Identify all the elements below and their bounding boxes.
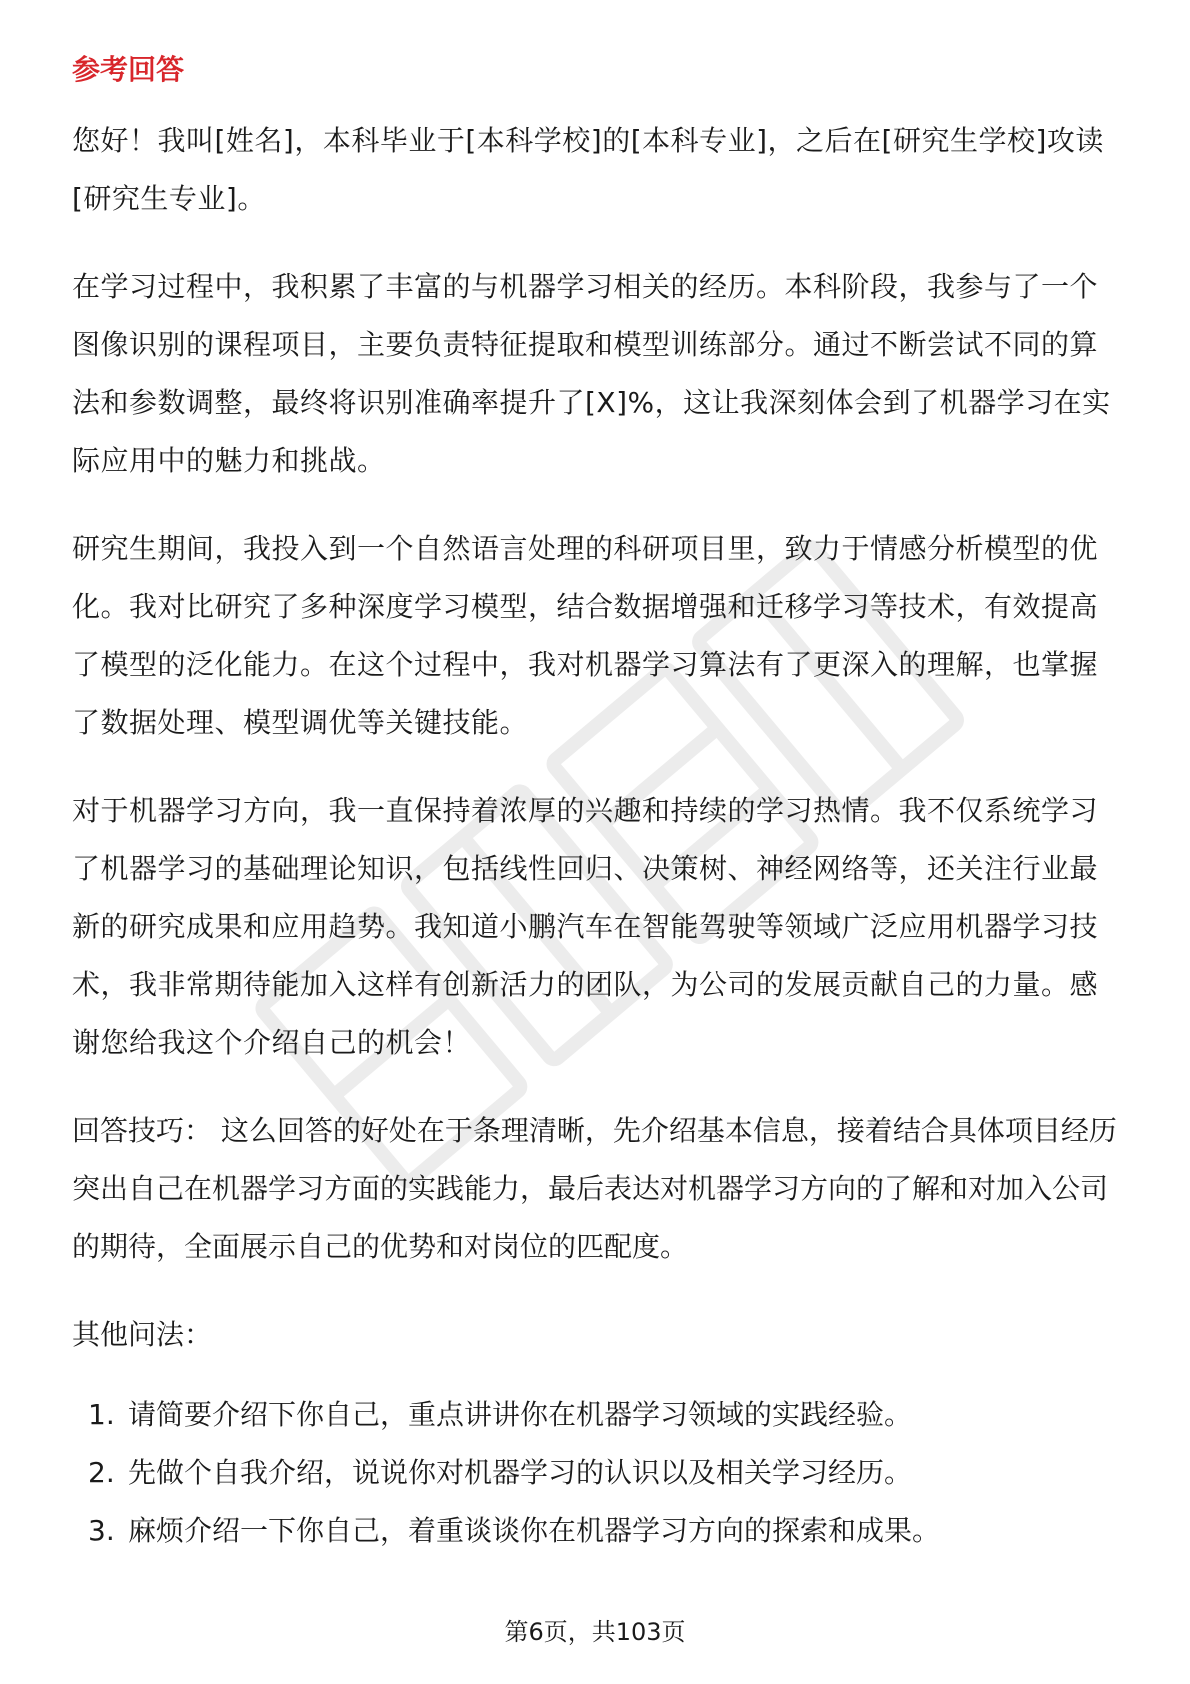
page-footer: 第6页，共103页 bbox=[504, 1618, 686, 1646]
list-item bbox=[88, 1502, 1122, 1560]
intro-paragraph: 您好！我叫[姓名]，本科毕业于[本科学校]的[本科专业]，之后在[研究生学校]攻读[研究生专业]。 bbox=[72, 124, 1104, 215]
answer-tips: 回答技巧： 这么回答的好处在于条理清晰，先介绍基本信息，接着结合具体项目经历突出自己在机器学习方面的实践能力，最后表达对机器学习方向的了解和对加入公司的期待，全面展示自己的优势和对岗位的匹配度。 bbox=[72, 1114, 1117, 1263]
section-title: 参考回答 bbox=[72, 53, 185, 86]
list-item-number: 1. bbox=[88, 1398, 115, 1431]
interest-paragraph: 对于机器学习方向，我一直保持着浓厚的兴趣和持续的学习热情。我不仅系统学习了机器学习的基础理论知识，包括线性回归、决策树、神经网络等，还关注行业最新的研究成果和应用趋势。我知道小鹏汽车在智能驾驶等领域广泛应用机器学习技术，我非常期待能加入这样有创新活力的团队，为公司的发展贡献自己的力量。感谢您给我这个介绍自己的机会！ bbox=[72, 794, 1099, 1059]
list-item-number: 2. bbox=[88, 1456, 115, 1489]
list-item-text: 先做个自我介绍，说说你对机器学习的认识以及相关学习经历。 bbox=[128, 1456, 913, 1489]
graduate-paragraph: 研究生期间，我投入到一个自然语言处理的科研项目里，致力于情感分析模型的优化。我对比研究了多种深度学习模型，结合数据增强和迁移学习等技术，有效提高了模型的泛化能力。在这个过程中，我对机器学习算法有了更深入的理解，也掌握了数据处理、模型调优等关键技能。 bbox=[72, 532, 1099, 739]
list-item-text: 麻烦介绍一下你自己，着重谈谈你在机器学习方向的探索和成果。 bbox=[128, 1514, 941, 1547]
list-item-number: 3. bbox=[88, 1514, 115, 1547]
list-item bbox=[88, 1386, 1122, 1444]
document-body bbox=[72, 48, 1122, 1560]
other-questions-list bbox=[72, 1386, 1122, 1560]
other-questions-title: 其他问法： bbox=[72, 1318, 213, 1351]
undergrad-paragraph: 在学习过程中，我积累了丰富的与机器学习相关的经历。本科阶段，我参与了一个图像识别的课程项目，主要负责特征提取和模型训练部分。通过不断尝试不同的算法和参数调整，最终将识别准确率提升了[X]%，这让我深刻体会到了机器学习在实际应用中的魅力和挑战。 bbox=[72, 270, 1111, 477]
list-item-text: 请简要介绍下你自己，重点讲讲你在机器学习领域的实践经验。 bbox=[128, 1398, 913, 1431]
list-item bbox=[88, 1444, 1122, 1502]
